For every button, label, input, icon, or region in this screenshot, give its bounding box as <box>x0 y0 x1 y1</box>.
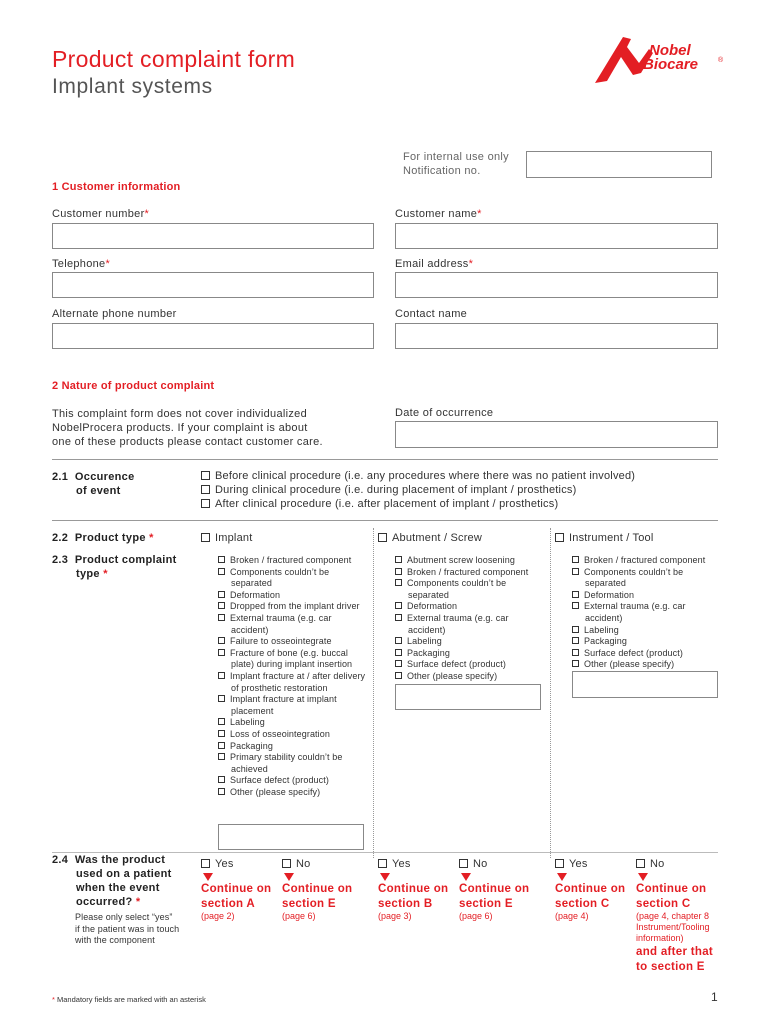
notification-number-field[interactable] <box>526 151 712 178</box>
checkbox[interactable] <box>201 859 210 868</box>
list-item[interactable]: External trauma (e.g. car accident) <box>218 613 368 636</box>
implant-yes-page: (page 2) <box>201 911 235 921</box>
product-type-label: 2.2 Product type * <box>52 532 154 544</box>
occurrence-after[interactable]: After clinical procedure (i.e. after placement of implant / prosthetics) <box>201 497 635 511</box>
list-item[interactable]: Other (please specify) <box>572 659 722 671</box>
list-item[interactable]: Primary stability couldn’t be achieved <box>218 752 368 775</box>
list-item[interactable]: Other (please specify) <box>218 787 368 799</box>
form-subtitle: Implant systems <box>52 75 213 98</box>
checkbox[interactable] <box>201 471 210 480</box>
product-type-implant[interactable]: Implant <box>201 531 252 545</box>
list-item[interactable]: Labeling <box>218 717 368 729</box>
implant-no[interactable]: No <box>282 857 310 871</box>
section2-heading: 2 Nature of product complaint <box>52 380 215 392</box>
date-of-occurrence-label: Date of occurrence <box>395 407 494 419</box>
list-item[interactable]: Surface defect (product) <box>218 775 368 787</box>
checkbox[interactable] <box>282 859 291 868</box>
logo-text-biocare: Biocare <box>643 56 699 73</box>
list-item[interactable]: Components couldn’t be separated <box>572 567 722 590</box>
abutment-yes-page: (page 3) <box>378 911 412 921</box>
arrow-down-icon <box>380 873 390 881</box>
contact-name-field[interactable] <box>395 323 718 349</box>
telephone-label: Telephone* <box>52 258 111 270</box>
implant-other-field[interactable] <box>218 824 364 850</box>
list-item[interactable]: External trauma (e.g. car accident) <box>395 613 545 636</box>
page-number: 1 <box>711 990 718 1004</box>
instrument-no[interactable]: No <box>636 857 664 871</box>
checkbox[interactable] <box>201 533 210 542</box>
implant-no-continue: Continue on section E <box>282 883 353 910</box>
email-label: Email address* <box>395 258 474 270</box>
abutment-no-page: (page 6) <box>459 911 493 921</box>
list-item[interactable]: Deformation <box>395 601 545 613</box>
list-item[interactable]: Failure to osseointegrate <box>218 636 368 648</box>
checkbox[interactable] <box>378 533 387 542</box>
abutment-yes-continue: Continue on section B <box>378 883 449 910</box>
occurrence-before[interactable]: Before clinical procedure (i.e. any procedures where there was no patient involved) <box>201 469 635 483</box>
occurrence-during[interactable]: During clinical procedure (i.e. during placement of implant / prosthetics) <box>201 483 635 497</box>
implant-no-page: (page 6) <box>282 911 316 921</box>
list-item[interactable]: Deformation <box>572 590 722 602</box>
occurrence-label: 2.1 Occurence of event <box>52 471 135 497</box>
customer-number-field[interactable] <box>52 223 374 249</box>
checkbox[interactable] <box>555 859 564 868</box>
instrument-no-continue: Continue on section C <box>636 883 707 910</box>
list-item[interactable]: Surface defect (product) <box>572 648 722 660</box>
instrument-complaint-list <box>572 555 722 671</box>
list-item[interactable]: Labeling <box>395 636 545 648</box>
nobel-biocare-logo <box>593 33 728 85</box>
list-item[interactable]: Dropped from the implant driver <box>218 601 368 613</box>
customer-name-field[interactable] <box>395 223 718 249</box>
email-field[interactable] <box>395 272 718 298</box>
list-item[interactable]: Surface defect (product) <box>395 659 545 671</box>
abutment-complaint-list <box>395 555 545 683</box>
product-type-instrument[interactable]: Instrument / Tool <box>555 531 654 545</box>
checkbox[interactable] <box>459 859 468 868</box>
list-item[interactable]: Other (please specify) <box>395 671 545 683</box>
abutment-yes[interactable]: Yes <box>378 857 411 871</box>
implant-yes-continue: Continue on section A <box>201 883 272 910</box>
patient-use-label: 2.4 Was the product used on a patient when the event occurred? * <box>52 854 172 908</box>
alt-phone-label: Alternate phone number <box>52 308 177 320</box>
list-item[interactable]: Components couldn’t be separated <box>218 567 368 590</box>
customer-number-label: Customer number* <box>52 208 150 220</box>
instrument-other-field[interactable] <box>572 671 718 698</box>
contact-name-label: Contact name <box>395 308 468 320</box>
complaint-type-label: 2.3 Product complaint type * <box>52 554 177 580</box>
column-divider <box>550 528 551 858</box>
arrow-down-icon <box>557 873 567 881</box>
divider <box>52 520 718 521</box>
list-item[interactable]: Loss of osseointegration <box>218 729 368 741</box>
form-title: Product complaint form <box>52 46 296 72</box>
implant-complaint-list <box>218 555 368 798</box>
list-item[interactable]: Abutment screw loosening <box>395 555 545 567</box>
checkbox[interactable] <box>378 859 387 868</box>
list-item[interactable]: Broken / fractured component <box>572 555 722 567</box>
mandatory-note: * Mandatory fields are marked with an asterisk <box>52 995 206 1004</box>
list-item[interactable]: Fracture of bone (e.g. buccal plate) during implant insertion <box>218 648 368 671</box>
telephone-field[interactable] <box>52 272 374 298</box>
list-item[interactable]: External trauma (e.g. car accident) <box>572 601 722 624</box>
complaint-scope-note: This complaint form does not cover individualized NobelProcera products. If your complaint is about one of these products please contact customer care. <box>52 408 323 448</box>
list-item[interactable]: Implant fracture at implant placement <box>218 694 368 717</box>
arrow-down-icon <box>203 873 213 881</box>
implant-yes[interactable]: Yes <box>201 857 234 871</box>
checkbox[interactable] <box>201 499 210 508</box>
list-item[interactable]: Implant fracture at / after delivery of prosthetic restoration <box>218 671 368 694</box>
list-item[interactable]: Packaging <box>395 648 545 660</box>
abutment-no[interactable]: No <box>459 857 487 871</box>
abutment-other-field[interactable] <box>395 684 541 710</box>
product-type-abutment[interactable]: Abutment / Screw <box>378 531 482 545</box>
checkbox[interactable] <box>555 533 564 542</box>
alt-phone-field[interactable] <box>52 323 374 349</box>
logo-registered: ® <box>718 57 724 64</box>
patient-use-note: Please only select “yes” if the patient was in touch with the component <box>75 912 180 945</box>
list-item[interactable]: Components couldn’t be separated <box>395 578 545 601</box>
arrow-down-icon <box>638 873 648 881</box>
logo-text-nobel: Nobel <box>649 42 691 59</box>
list-item[interactable]: Broken / fractured component <box>218 555 368 567</box>
list-item[interactable]: Deformation <box>218 590 368 602</box>
divider <box>52 459 718 460</box>
instrument-no-after: and after that to section E <box>636 946 714 973</box>
abutment-no-continue: Continue on section E <box>459 883 530 910</box>
list-item[interactable]: Broken / fractured component <box>395 567 545 579</box>
instrument-yes-continue: Continue on section C <box>555 883 626 910</box>
notification-label: Notification no. <box>403 165 481 177</box>
instrument-yes-page: (page 4) <box>555 911 589 921</box>
list-item[interactable]: Labeling <box>572 625 722 637</box>
list-item[interactable]: Packaging <box>572 636 722 648</box>
checkbox[interactable] <box>636 859 645 868</box>
instrument-yes[interactable]: Yes <box>555 857 588 871</box>
section1-heading: 1 Customer information <box>52 181 181 193</box>
customer-name-label: Customer name* <box>395 208 482 220</box>
list-item[interactable]: Packaging <box>218 741 368 753</box>
checkbox[interactable] <box>201 485 210 494</box>
occurrence-options <box>201 469 635 511</box>
column-divider <box>373 528 374 858</box>
internal-use-label: For internal use only <box>403 151 509 163</box>
arrow-down-icon <box>284 873 294 881</box>
date-of-occurrence-field[interactable] <box>395 421 718 448</box>
instrument-no-page: (page 4, chapter 8 Instrument/Tooling information) <box>636 911 710 943</box>
arrow-down-icon <box>461 873 471 881</box>
